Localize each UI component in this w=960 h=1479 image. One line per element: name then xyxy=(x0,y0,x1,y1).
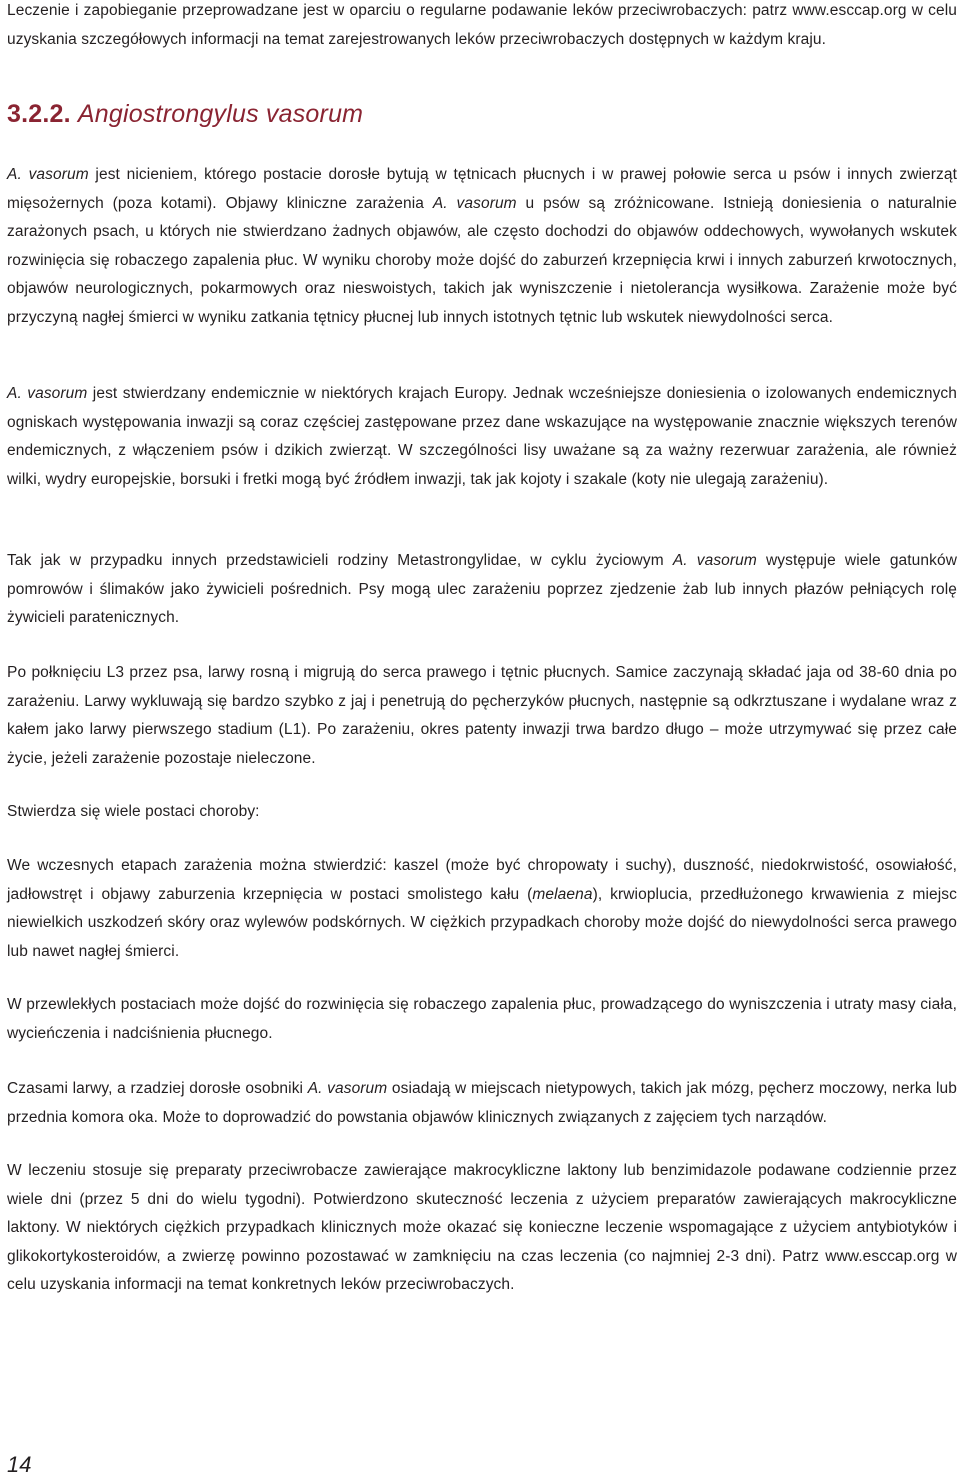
section-number: 3.2.2. xyxy=(7,100,71,128)
term-italic: melaena xyxy=(532,885,593,903)
species-name: A. vasorum xyxy=(432,194,517,212)
paragraph-atypical xyxy=(7,1075,957,1132)
text-span: osiadają w miejscach nietypowych, takich jak mózg, pęcherz moczowy, nerka lub przednia komora oka. Może to doprowadzić do powstania objawów klinicznych związanych z zajęciem tych narządów. xyxy=(7,1080,957,1126)
paragraph-development: Po połknięciu L3 przez psa, larwy rosną i migrują do serca prawego i tętnic płucnych. Samice zaczynają składać jaja od 38-60 dnia po zarażeniu. Larwy wykluwają się bardzo szybko z jaj i penetrują do pęcherzyków płucnych, następnie są odkrztuszane i wydalane wraz z kałem jako larwy pierwszego stadium (L1). Po zarażeniu, okres patenty inwazji trwa bardzo długo – może utrzymywać się przez całe życie, jeżeli zarażenie pozostaje nieleczone. xyxy=(7,664,957,767)
page-number: 14 xyxy=(7,1452,32,1477)
paragraph-forms-intro: Stwierdza się wiele postaci choroby: xyxy=(7,803,260,820)
paragraph-life-cycle xyxy=(7,547,957,633)
paragraph-early-stage xyxy=(7,852,957,966)
text-span: występuje wiele gatunków pomrowów i ślimaków jako żywicieli pośrednich. Psy mogą ulec zarażeniu poprzez zjedzenie żab lub innych płazów pełniących rolę żywicieli paratenicznych. xyxy=(7,552,957,626)
paragraph-chronic: W przewlekłych postaciach może dojść do rozwinięcia się robaczego zapalenia płuc, prowadzącego do wyniszczenia i utraty masy ciała, wycieńczenia i nadciśnienia płucnego. xyxy=(7,996,957,1042)
text-span: Czasami larwy, a rzadziej dorosłe osobniki xyxy=(7,1080,308,1097)
section-heading xyxy=(7,100,363,129)
paragraph-distribution xyxy=(7,380,957,494)
intro-paragraph: Leczenie i zapobieganie przeprowadzane jest w oparciu o regularne podawanie leków przeciwrobaczych: patrz www.esccap.org w celu uzyskania szczegółowych informacji na temat zarejestrowanych leków przeciwrobaczych dostępnych w każdym kraju. xyxy=(7,2,957,48)
text-span: jest nicieniem, którego postacie dorosłe bytują w tętnicach płucnych i w prawej połowie serca u psów i innych zwierząt mięsożernych (poza kotami). Objawy kliniczne zarażenia xyxy=(7,166,957,212)
paragraph-treatment: W leczeniu stosuje się preparaty przeciwrobacze zawierające makrocykliczne laktony lub benzimidazole podawane codziennie przez wiele dni (przez 5 dni do wielu tygodni). Potwierdzono skuteczność leczenia z użyciem preparatów zawierających makrocykliczne laktony. W niektórych ciężkich przypadkach klinicznych może okazać się konieczne leczenie wspomagające z użyciem antybiotyków i glikokortykosteroidów, a zwierzę powinno pozostawać w zamknięciu na czas leczenia (co najmniej 2-3 dni). Patrz www.esccap.org w celu uzyskania informacji na temat konkretnych leków przeciwrobaczych. xyxy=(7,1162,957,1293)
text-span: ), krwioplucia, przedłużonego krwawienia z miejsc niewielkich uszkodzeń skóry oraz wylewów podskórnych. W ciężkich przypadkach choroby może dojść do niewydolności serca prawego lub nawet nagłej śmierci. xyxy=(7,885,957,960)
section-title: Angiostrongylus vasorum xyxy=(77,100,364,128)
text-span: jest stwierdzany endemicznie w niektórych krajach Europy. Jednak wcześniejsze doniesienia o izolowanych endemicznych ogniskach występowania inwazji są coraz częściej zastępowane przez dane wskazujące na występowanie znacznie większych terenów endemicznych, z włączeniem psów i dzikich zwierząt. W szczególności lisy uważane są za ważny rezerwuar zarażenia, ale również wilki, wydry europejskie, borsuki i fretki mogą być źródłem inwazji, tak jak kojoty i szakale (koty nie ulegają zarażeniu). xyxy=(7,385,957,488)
species-name: A. vasorum xyxy=(7,385,88,402)
species-name: A. vasorum xyxy=(7,166,89,183)
text-span: u psów są zróżnicowane. Istnieją doniesienia o naturalnie zarażonych psach, u których nie stwierdzano żadnych objawów, ale często dochodzi do objawów oddechowych, wywołanych wskutek rozwinięcia się robaczego zapalenia płuc. W wyniku choroby może dojść do zaburzeń krzepnięcia krwi i innych zaburzeń krwotocznych, objawów neurologicznych, pokarmowych oraz nieswoistych, takich jak wyniszczenie i nietolerancja wysiłkowa. Zarażenie może być przyczyną nagłej śmierci w wyniku zatkania tętnicy płucnej lub innych istotnych tętnic lub wskutek niewydolności serca. xyxy=(7,194,957,326)
species-name: A. vasorum xyxy=(307,1080,388,1097)
text-span: Tak jak w przypadku innych przedstawicieli rodziny Metastrongylidae, w cyklu życiowym xyxy=(7,552,673,569)
text-span: We wczesnych etapach zarażenia można stwierdzić: kaszel (może być chropowaty i suchy), duszność, niedokrwistość, osowiałość, jadłowstręt i objawy zaburzenia krzepnięcia w postaci smolistego kału ( xyxy=(7,857,957,903)
paragraph-description xyxy=(7,161,957,332)
species-name: A. vasorum xyxy=(672,552,757,569)
